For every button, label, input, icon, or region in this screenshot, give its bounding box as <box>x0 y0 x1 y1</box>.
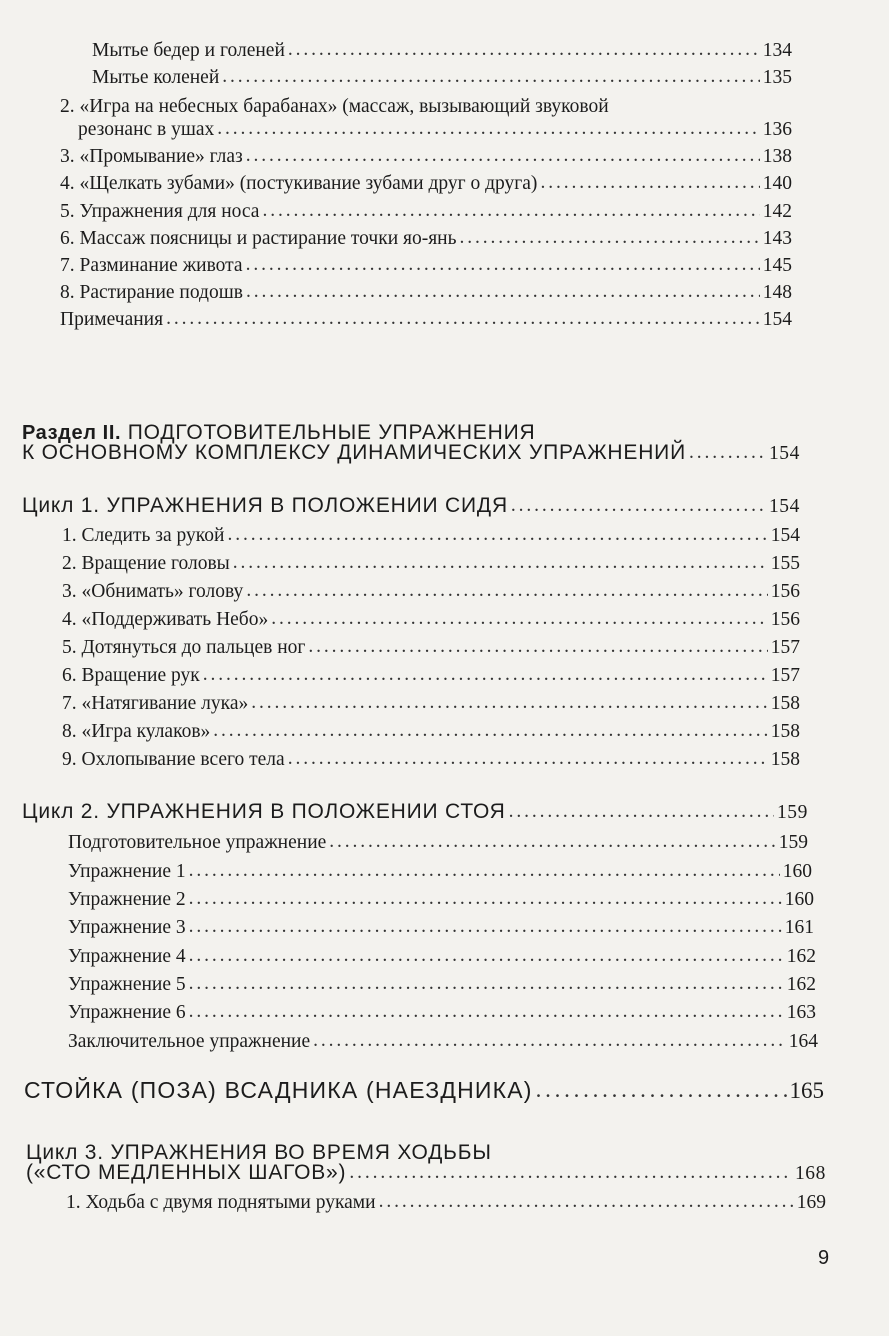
entry-page: 160 <box>784 889 814 910</box>
entry-page: 134 <box>762 40 792 61</box>
entry-page: 140 <box>762 173 792 194</box>
entry-page: 165 <box>789 1078 824 1103</box>
entry-title: 7. Разминание живота <box>60 255 243 276</box>
toc-entry <box>60 226 792 252</box>
entry-page: 156 <box>770 581 800 602</box>
toc-entry <box>78 117 792 143</box>
toc-entry <box>92 38 792 64</box>
entry-page: 156 <box>770 609 800 630</box>
toc-entry <box>68 972 816 998</box>
cycle-title-line1: Цикл 3. УПРАЖНЕНИЯ ВО ВРЕМЯ ХОДЬБЫ <box>26 1141 492 1164</box>
entry-title: Упражнение 4 <box>68 946 186 967</box>
entry-title: 2. Вращение головы <box>62 553 230 574</box>
toc-entry <box>62 719 800 745</box>
entry-title: 5. Дотянуться до пальцев ног <box>62 637 306 658</box>
entry-page: 164 <box>788 1031 818 1052</box>
entry-title: 1. Ходьба с двумя поднятыми руками <box>66 1192 376 1213</box>
toc-entry <box>60 144 792 170</box>
toc-entry <box>68 1000 816 1026</box>
entry-page: 155 <box>770 553 800 574</box>
toc-entry <box>68 859 812 885</box>
entry-page: 162 <box>786 946 816 967</box>
cycle-title: Цикл 1. УПРАЖНЕНИЯ В ПОЛОЖЕНИИ СИДЯ <box>22 494 508 517</box>
entry-title: 7. «Натягивание лука» <box>62 693 249 714</box>
toc-entry <box>62 635 800 661</box>
section-title-line1: ПОДГОТОВИТЕЛЬНЫЕ УПРАЖНЕНИЯ <box>121 421 536 444</box>
entry-title: 6. Вращение рук <box>62 665 200 686</box>
entry-page: 168 <box>794 1163 826 1184</box>
entry-title: 6. Массаж поясницы и растирание точки яо-янь <box>60 228 457 249</box>
entry-title: Заключительное упражнение <box>68 1031 311 1052</box>
toc-entry <box>62 607 800 633</box>
entry-page: 148 <box>762 282 792 303</box>
toc-entry <box>62 523 800 549</box>
entry-page: 159 <box>778 832 808 853</box>
entry-title: 4. «Поддерживать Небо» <box>62 609 269 630</box>
page-number: 9 <box>818 1247 830 1269</box>
entry-page: 138 <box>762 146 792 167</box>
entry-title: 8. Растирание подошв <box>60 282 243 303</box>
entry-page: 158 <box>770 749 800 770</box>
entry-title: Упражнение 6 <box>68 1002 186 1023</box>
entry-page: 161 <box>784 917 814 938</box>
entry-title: 5. Упражнения для носа <box>60 201 260 222</box>
cycle-title: Цикл 2. УПРАЖНЕНИЯ В ПОЛОЖЕНИИ СТОЯ <box>22 800 506 823</box>
toc-entry <box>66 1190 826 1216</box>
toc-entry <box>68 944 816 970</box>
entry-page: 135 <box>762 67 792 88</box>
entry-title: Мытье бедер и голеней <box>92 40 285 61</box>
section-title-line2: К ОСНОВНОМУ КОМПЛЕКСУ ДИНАМИЧЕСКИХ УПРАЖНЕНИЙ <box>22 441 686 464</box>
toc-entry <box>68 915 814 941</box>
entry-title: 8. «Игра кулаков» <box>62 721 211 742</box>
section-entry <box>22 440 800 467</box>
entry-title: Упражнение 3 <box>68 917 186 938</box>
entry-title: Мытье коленей <box>92 67 220 88</box>
entry-title: Упражнение 2 <box>68 889 186 910</box>
entry-page: 158 <box>770 721 800 742</box>
toc-entry <box>62 747 800 773</box>
entry-page: 145 <box>762 255 792 276</box>
cycle-entry <box>22 493 800 520</box>
section-prefix: Раздел II. <box>22 422 122 444</box>
entry-title: СТОЙКА (ПОЗА) ВСАДНИКА (НАЕЗДНИКА) <box>24 1077 533 1103</box>
entry-title: 9. Охлопывание всего тела <box>62 749 285 770</box>
entry-page: 157 <box>770 637 800 658</box>
entry-title-line1: 2. «Игра на небесных барабанах» (массаж, вызывающий звуковой <box>60 96 609 117</box>
entry-page: 154 <box>762 309 792 330</box>
entry-page: 157 <box>770 665 800 686</box>
toc-entry <box>62 579 800 605</box>
entry-page: 154 <box>770 525 800 546</box>
entry-page: 169 <box>796 1192 826 1213</box>
entry-page: 142 <box>762 201 792 222</box>
entry-title: Упражнение 1 <box>68 861 186 882</box>
entry-title: Упражнение 5 <box>68 974 186 995</box>
toc-entry <box>60 280 792 306</box>
toc-entry <box>62 691 800 717</box>
toc-entry <box>68 887 814 913</box>
cycle-title: («СТО МЕДЛЕННЫХ ШАГОВ») <box>26 1161 347 1184</box>
entry-page: 143 <box>762 228 792 249</box>
entry-title: Примечания <box>60 309 164 330</box>
entry-page: 163 <box>786 1002 816 1023</box>
cycle-entry <box>22 799 808 826</box>
toc-entry <box>68 1029 818 1055</box>
entry-page: 162 <box>786 974 816 995</box>
entry-title: Подготовительное упражнение <box>68 832 327 853</box>
entry-page: 154 <box>768 443 800 464</box>
entry-title: 3. «Обнимать» голову <box>62 581 244 602</box>
toc-entry <box>60 171 792 197</box>
entry-page: 159 <box>776 802 808 823</box>
toc-entry <box>62 663 800 689</box>
toc-entry <box>60 307 792 333</box>
toc-entry <box>24 1075 824 1106</box>
entry-page: 136 <box>762 119 792 140</box>
toc-entry <box>92 65 792 91</box>
entry-title: 3. «Промывание» глаз <box>60 146 243 167</box>
entry-page: 154 <box>768 496 800 517</box>
toc-entry <box>60 253 792 279</box>
entry-title: 1. Следить за рукой <box>62 525 225 546</box>
entry-page: 160 <box>782 861 812 882</box>
cycle-entry <box>26 1160 826 1187</box>
entry-page: 158 <box>770 693 800 714</box>
entry-title: резонанс в ушах <box>78 119 215 140</box>
entry-title: 4. «Щелкать зубами» (постукивание зубами друг о друга) <box>60 173 538 194</box>
toc-entry <box>68 830 808 856</box>
toc-entry <box>60 199 792 225</box>
toc-entry <box>62 551 800 577</box>
